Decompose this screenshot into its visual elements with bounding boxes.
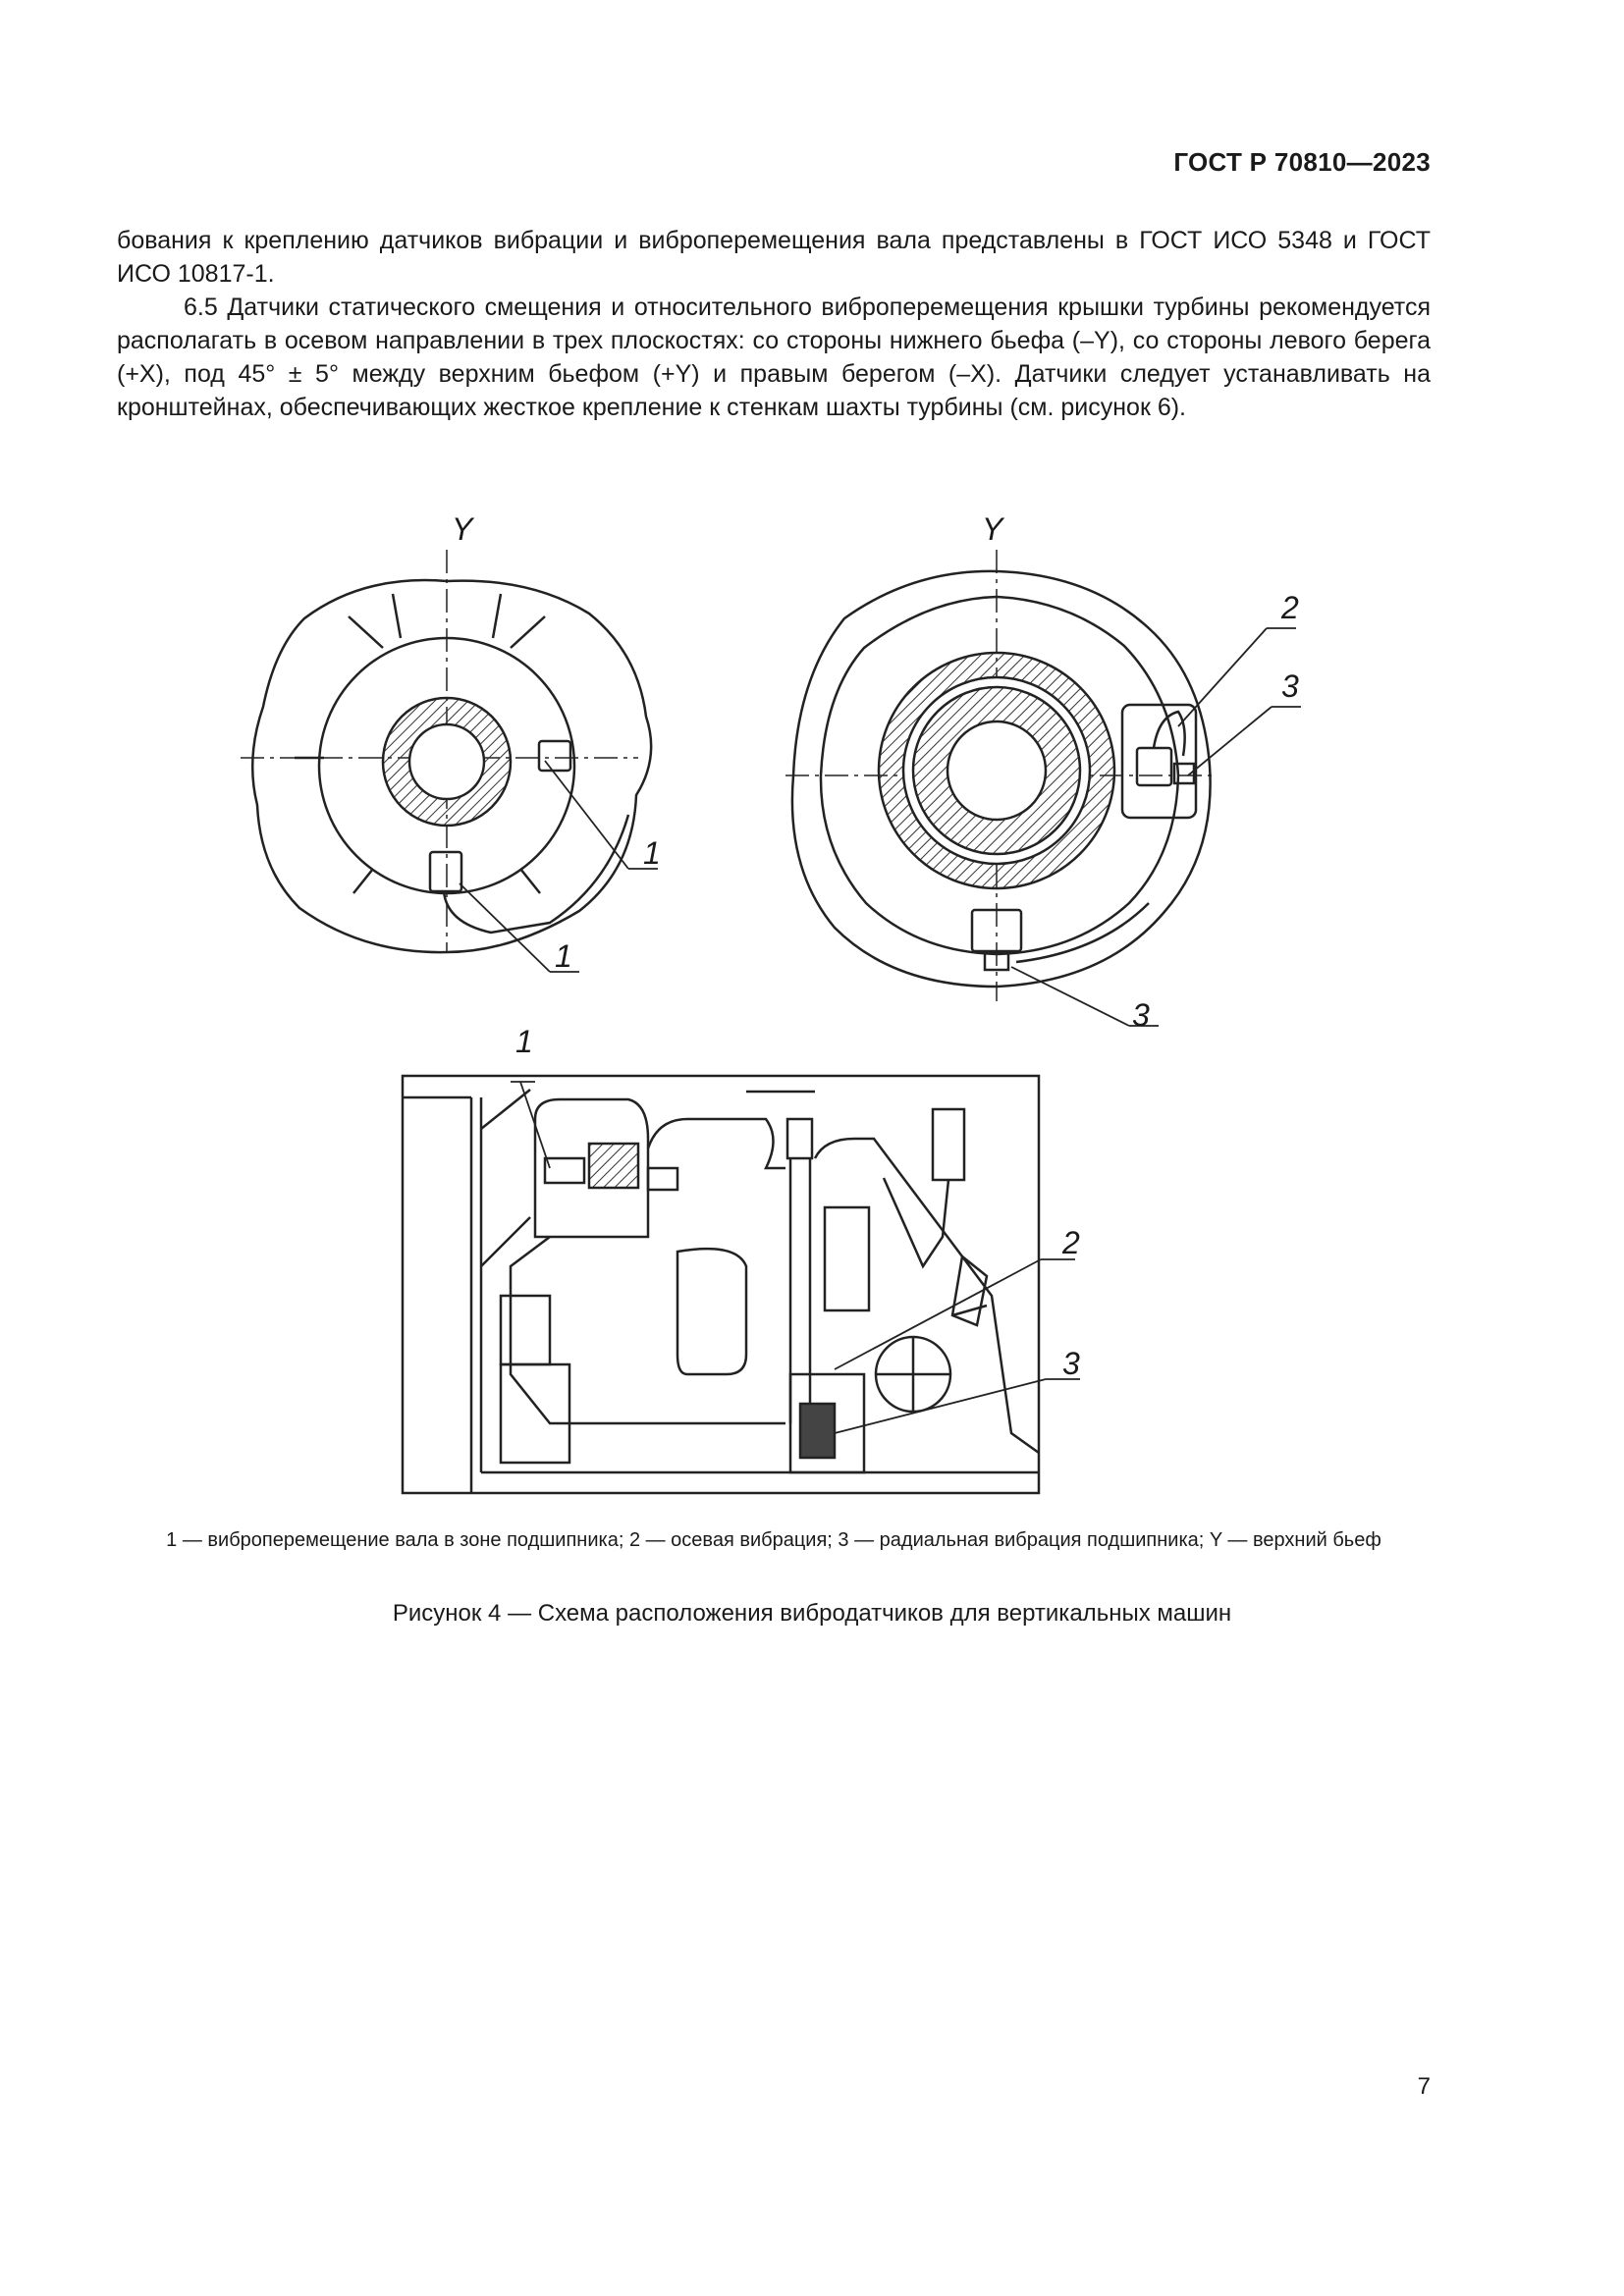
right-axis-label: Y bbox=[982, 511, 1003, 547]
callout-right-3-top: 3 bbox=[1281, 668, 1299, 704]
document-header: ГОСТ Р 70810—2023 bbox=[1173, 147, 1431, 177]
page-number: 7 bbox=[1417, 2073, 1431, 2100]
callout-section-1: 1 bbox=[515, 1024, 533, 1059]
callout-right-2: 2 bbox=[1281, 590, 1299, 625]
left-plan-view bbox=[241, 550, 658, 972]
left-axis-label: Y bbox=[452, 511, 473, 547]
section-view bbox=[403, 1076, 1080, 1493]
right-plan-view bbox=[785, 550, 1301, 1026]
callout-right-3-bottom: 3 bbox=[1132, 997, 1150, 1033]
paragraph-6-5: 6.5 Датчики статического смещения и относительного виброперемещения крышки турбины рекомендуется располагать в осевом направлении в трех плоскостях: со стороны нижнего бьефа (–Y), со стороны левого берега (+X), под 45° ± 5° между верхним бьефом (+Y) и правым берегом (–X). Датчики следует устанавливать на кронштейнах, обеспечивающих жесткое крепление к стенкам шахты турбины (см. рисунок 6). bbox=[117, 294, 1431, 421]
figure-caption: Рисунок 4 — Схема расположения вибродатчиков для вертикальных машин bbox=[392, 1600, 1232, 1627]
figure-legend: 1 — виброперемещение вала в зоне подшипника; 2 — осевая вибрация; 3 — радиальная вибрация подшипника; Y — верхний бьеф bbox=[166, 1529, 1381, 1551]
figure-drawing bbox=[0, 491, 1624, 1522]
paragraph-continuation: бования к креплению датчиков вибрации и виброперемещения вала представлены в ГОСТ ИСО 5348 и ГОСТ ИСО 10817-1. bbox=[117, 227, 1431, 288]
callout-left-bottom: 1 bbox=[555, 938, 572, 974]
figure-4 bbox=[0, 491, 1624, 1522]
callout-left-top: 1 bbox=[643, 835, 661, 871]
callout-section-3: 3 bbox=[1062, 1346, 1080, 1381]
callout-section-2: 2 bbox=[1062, 1225, 1080, 1260]
